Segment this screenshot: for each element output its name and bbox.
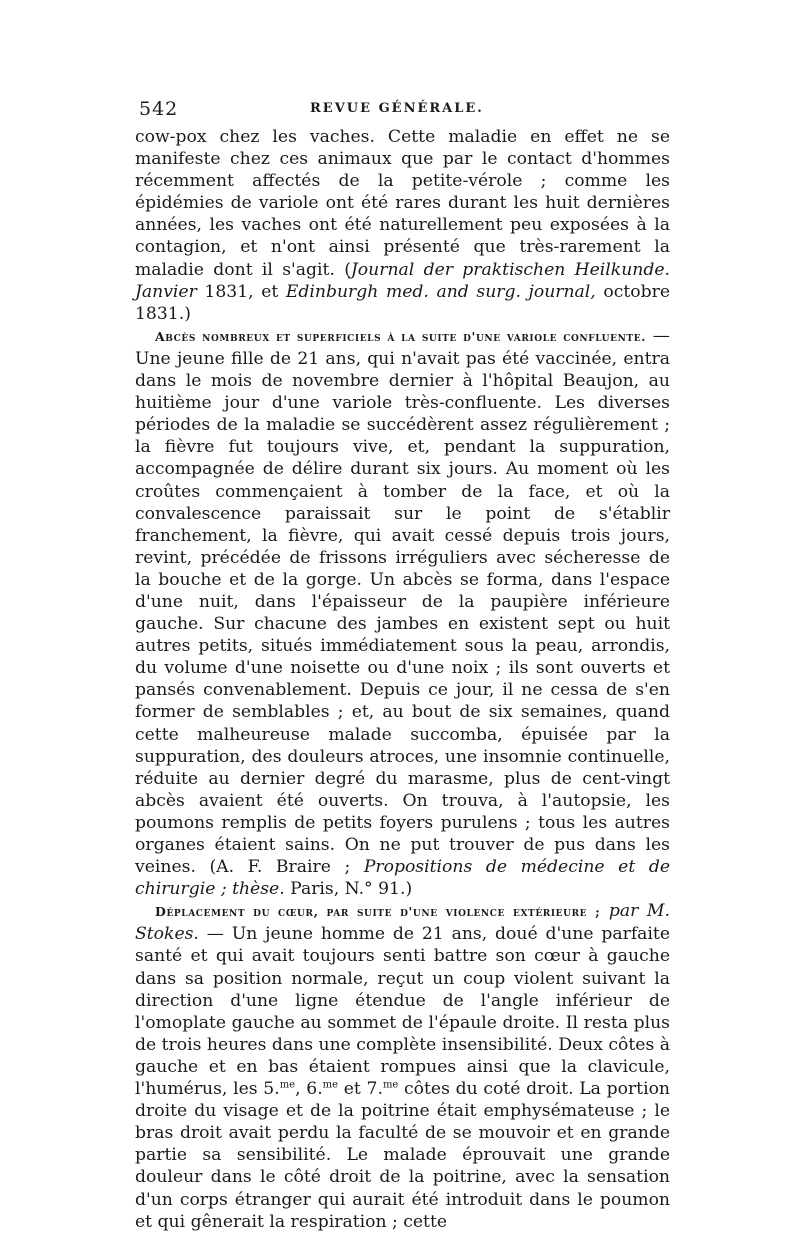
author-stokes: par M. Stokes. <box>135 901 670 945</box>
ordinal-superscript: me <box>382 1079 399 1091</box>
citation-journal-heilkunde: Journal der praktischen Heilkunde. Janvier <box>135 259 670 302</box>
paragraph-text: octobre 1831.) <box>135 281 670 324</box>
book-page <box>135 98 670 1232</box>
ordinal-superscript: me <box>279 1079 296 1091</box>
page-header <box>135 98 670 126</box>
paragraph-text: Paris, N.° 91.) <box>284 879 413 900</box>
paragraph-cowpox <box>135 126 670 325</box>
paragraph-text: , 6. <box>295 1079 323 1100</box>
running-head: REVUE GÉNÉRALE. <box>310 101 484 116</box>
paragraph-text: cow-pox chez les vaches. Cette maladie en effet ne se manifeste chez ces animaux que par le contact d'hommes récemment affectés de la petite-vérole ; comme les épidémies de variole ont été rares durant les huit dernières années, les vaches ont été naturellement peu exposées à la contagion, et n'ont ainsi présenté que très-rarement la maladie dont il s'agit. ( <box>135 127 670 280</box>
page-number: 542 <box>139 98 179 120</box>
paragraph-text: et 7. <box>338 1079 383 1100</box>
citation-edinburgh-journal: Edinburgh med. and surg. journal, <box>285 281 596 302</box>
paragraph-text: côtes du coté droit. La portion droite du visage et de la poitrine était emphysémateuse ; le bras droit avait perdu la faculté de se mouvoir et en grande partie sa sensibilité. Le malade éprouvait une grande douleur dans le côté droit de la poitrine, avec la sensation d'un corps étranger qui aurait été introduit dans le poumon et qui gênerait la respiration ; cette <box>135 1079 670 1232</box>
section-title-deplacement: Déplacement du cœur, par suite d'une violence extérieure ; <box>155 904 601 920</box>
article-body <box>135 126 670 1233</box>
paragraph-text: — Une jeune fille de 21 ans, qui n'avait pas été vaccinée, entra dans le mois de novembre dernier à l'hôpital Beaujon, au huitième jour d'une variole très-confluente. Les diverses périodes de la maladie se succédèrent assez régulièrement ; la fièvre fut toujours vive, et, pendant la suppuration, accompagnée de délire durant six jours. Au moment où les croûtes commençaient à tomber de la face, et où la convalescence paraissait sur le point de s'établir franchement, la fièvre, qui avait cessé depuis trois jours, revint, précédée de frissons irréguliers avec sécheresse de la bouche et de la gorge. Un abcès se forma, dans l'espace d'une nuit, dans l'épaisseur de la paupière inférieure gauche. Sur chacune des jambes en existent sept ou huit autres petits, situés immédiatement sous la peau, arrondis, du volume d'une noisette ou d'une noix ; ils sont ouverts et pansés convenablement. Depuis ce jour, il ne cessa de s'en former de semblables ; et, au bout de six semaines, quand cette malheureuse malade succomba, épuisée par la suppuration, des douleurs atroces, une insomnie continuelle, réduite au dernier degré du marasme, plus de cent-vingt abcès avaient été ouverts. On trouva, à l'autopsie, les poumons remplis de petits foyers purulens ; tous les autres organes étaient sains. On ne put trouver de pus dans les veines. (A. F. Braire ; <box>135 325 670 878</box>
paragraph-text: 1831, et <box>196 281 286 302</box>
paragraph-abces <box>135 325 670 900</box>
paragraph-text: — Un jeune homme de 21 ans, doué d'une parfaite santé et qui avait toujours senti battre son cœur à gauche dans sa position normale, reçut un coup violent suivant la direction d'une ligne étendue de l'angle inférieur de l'omoplate gauche au sommet de l'épaule droite. Il resta plus de trois heures dans une complète insensibilité. Deux côtes à gauche et en bas étaient rompues ainsi que la clavicule, l'humérus, les 5. <box>135 924 670 1100</box>
citation-braire-these: Propositions de médecine et de chirurgie ; thèse. <box>135 857 670 900</box>
paragraph-deplacement-coeur <box>135 900 670 1232</box>
section-title-abces: Abcès nombreux et superficiels à la suite d'une variole confluente. <box>155 328 647 344</box>
ordinal-superscript: me <box>322 1079 339 1091</box>
